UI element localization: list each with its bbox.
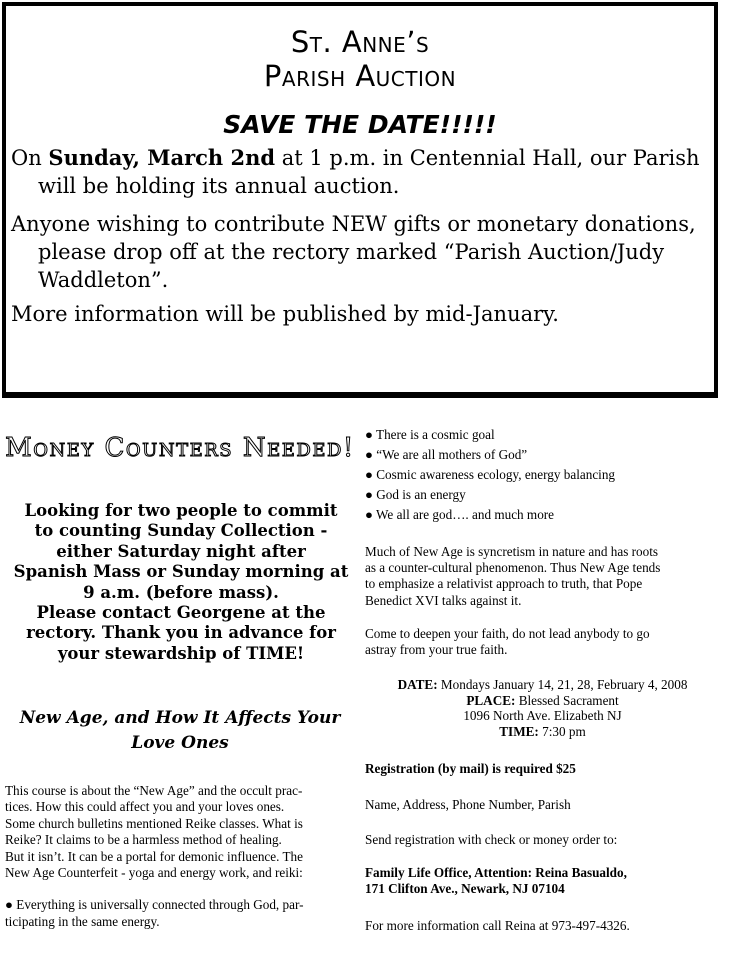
text-line: Much of New Age is syncretism in nature and has roots [365,544,658,559]
money-counters-body [0,501,362,664]
event-place [365,693,720,709]
list-item: ● “We are all mothers of God” [365,447,528,462]
registration-fields: Name, Address, Phone Number, Parish [365,796,571,812]
money-line: 9 a.m. (before mass). [83,582,279,602]
auction-date-paragraph [11,144,729,200]
new-age-title-line1: New Age, and How It Affects Your [19,708,341,728]
more-info-contact: For more information call Reina at 973-497-4326. [365,918,630,934]
money-line: your stewardship of TIME! [57,643,305,663]
deepen-faith-paragraph [365,626,720,658]
save-the-date-heading: SAVE THE DATE!!!!! [223,110,497,139]
intro-line: Some church bulletins mentioned Reike classes. What is [5,815,303,831]
auction-box [2,2,718,398]
money-counters-title: Money Counters Needed! [5,433,355,463]
money-line: to counting Sunday Collection - [34,521,328,541]
text-line: Come to deepen your faith, do not lead anybody to go [365,625,650,641]
list-item: ● There is a cosmic goal [365,427,495,442]
text-line: to emphasize a relativist approach to truth, that Pope [365,576,643,592]
send-registration: Send registration with check or money order to: [365,832,618,848]
auction-title-line2: Parish Auction [263,59,457,93]
bullet-line: ● Everything is universally connected through God, par- [5,897,304,913]
money-line: Looking for two people to commit [24,501,338,520]
place-label: PLACE: [466,692,516,708]
date-label: DATE: [397,677,438,693]
date-value: Mondays January 14, 21, 28, February 4, 2008 [437,677,688,693]
text-line: Benedict XVI talks against it. [365,592,522,608]
intro-line: New Age Counterfeit - yoga and energy work, and reiki: [5,865,303,881]
money-line: Please contact Georgene at the [36,603,326,623]
money-line: either Saturday night after [56,541,306,561]
event-time [365,724,720,740]
auction-contribute-paragraph: Anyone wishing to contribute NEW gifts or monetary donations, please drop off at the rectory marked “Parish Auction/Judy Waddleton”. [11,212,696,292]
money-line: rectory. Thank you in advance for [26,623,336,643]
p1-rest: at 1 p.m. in Centennial Hall, our Parish will be holding its annual auction. [38,146,700,198]
registration-required: Registration (by mail) is required $25 [365,761,576,777]
time-label: TIME: [499,723,539,739]
office-line: Family Life Office, Attention: Reina Basualdo, [365,865,627,880]
money-line: Spanish Mass or Sunday morning at [13,562,349,582]
syncretism-paragraph [365,544,720,609]
intro-line: But it isn’t. It can be a portal for demonic influence. The [5,848,303,864]
intro-line: Reike? It claims to be a harmless method of healing. [5,832,282,848]
event-date [365,677,720,693]
new-age-details [365,425,720,936]
text-line: as a counter-cultural phenomenon. Thus New Age tends [365,560,661,576]
list-item: ● We all are god…. and much more [365,507,555,522]
p1-start: On [11,146,49,170]
new-age-intro [5,783,358,930]
auction-title-line1: St. Anne’s [290,25,430,59]
list-item: ● Cosmic awareness ecology, energy balancing [365,467,616,482]
intro-line: tices. How this could affect you and your loves ones. [5,799,285,815]
office-address [365,865,720,897]
text-line: astray from your true faith. [365,642,508,658]
time-value: 7:30 pm [538,723,586,739]
list-item: ● God is an energy [365,487,466,502]
auction-date-highlight: Sunday, March 2nd [48,145,276,170]
bullet-line: ticipating in the same energy. [5,913,160,929]
auction-more-info-paragraph: More information will be published by mid-January. [11,302,559,326]
intro-line: This course is about the “New Age” and the occult prac- [5,783,303,798]
event-address: 1096 North Ave. Elizabeth NJ [463,708,622,724]
office-line: 171 Clifton Ave., Newark, NJ 07104 [365,881,565,897]
new-age-title [2,706,358,756]
place-value: Blessed Sacrament [515,692,619,708]
bullet-list [365,425,720,525]
new-age-title-line2: Love Ones [131,733,229,753]
event-details [365,677,720,739]
